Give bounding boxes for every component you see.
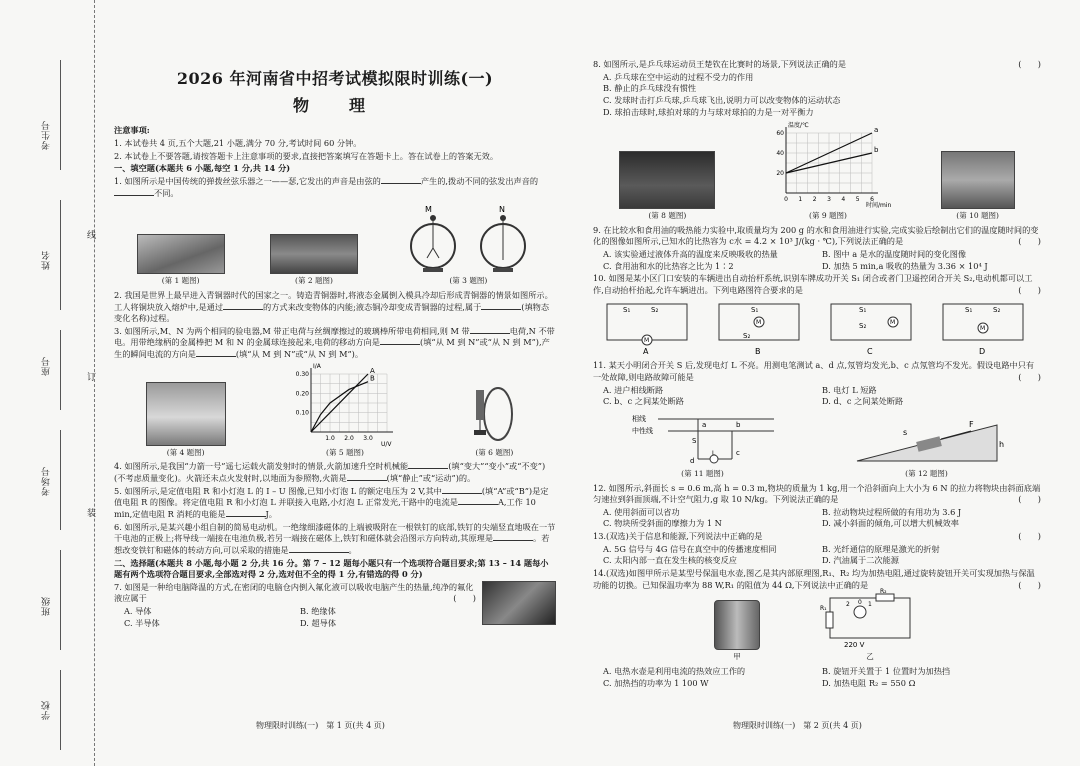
q7-option-b: B. 绝缘体 xyxy=(300,606,336,617)
incline-diagram xyxy=(847,411,1007,467)
subject-title: 物 理 xyxy=(292,95,377,115)
x-axis-label: 时间/min xyxy=(865,202,892,210)
q6-text-c: 。 xyxy=(348,544,357,555)
x-tick-label: 3 xyxy=(827,196,831,204)
point-d: d xyxy=(689,456,694,465)
circuit-d-s1: S₁ xyxy=(965,305,973,314)
force-label: F xyxy=(968,419,974,429)
cut-char-order: 订 xyxy=(85,372,95,381)
figure-8-caption: (第 8 题图) xyxy=(648,211,687,221)
figure-10-caption: (第 10 题图) xyxy=(956,211,999,221)
y-tick-label: 0.10 xyxy=(295,409,309,417)
q2-text-c: (填物态变化名称)过程。 xyxy=(114,301,550,324)
figure-14-kettle xyxy=(714,600,760,663)
figure-6 xyxy=(464,382,524,459)
circuit-options-diagram xyxy=(593,298,1041,356)
figure-3-caption: (第 3 题图) xyxy=(449,276,488,286)
name-label: 姓名 xyxy=(42,250,52,270)
figure-4 xyxy=(146,382,226,459)
y-tick-label: 60 xyxy=(776,130,784,138)
answer-paren: ( ) xyxy=(1018,236,1041,247)
school-line xyxy=(60,670,61,750)
parking-gate-photo xyxy=(941,151,1015,209)
temperature-time-chart xyxy=(768,121,892,210)
household-circuit-diagram xyxy=(628,411,778,467)
circuit-c-s2: S₂ xyxy=(859,321,867,330)
series-label-B: B xyxy=(369,374,375,383)
figure-14-caption-a: 甲 xyxy=(733,652,741,662)
exam-no-line xyxy=(60,60,61,170)
class-label: 班级 xyxy=(42,596,52,616)
answer-blank xyxy=(408,461,448,469)
x-tick-label: 6 xyxy=(870,196,874,204)
question-9 xyxy=(593,225,1041,248)
part1-heading: 一、填空题(本题共 6 小题,每空 1 分,共 14 分) xyxy=(114,163,291,174)
figure-1 xyxy=(137,234,225,287)
zither-photo xyxy=(137,234,225,274)
computer-cooling-photo xyxy=(482,581,556,625)
iu-chart xyxy=(289,364,401,446)
answer-paren: ( ) xyxy=(1018,494,1041,505)
question-6 xyxy=(114,522,556,557)
notes-heading: 注意事项: xyxy=(114,125,150,136)
cut-char-line: 线 xyxy=(85,230,95,239)
q13-text: 13.(双选)关于信息和能源,下列说法中正确的是 xyxy=(593,531,763,542)
name-line xyxy=(60,200,61,310)
point-a: a xyxy=(701,420,706,429)
figures-11-12 xyxy=(593,411,1041,480)
q14-option-a: A. 电热水壶是利用电流的热效应工作的 xyxy=(603,665,746,676)
q6-text: 6. 如图所示,是某兴趣小组自制的简易电动机。一绝缘细漆磁体的上端被吸附在一根铁钉的底部,铁钉的尖端竖直地吸在一节干电池的正极上;将导线一端接在电池负极,若另一端接在磁体上,铁钉和磁体就会沿图示方向转动,其原理是 xyxy=(114,521,556,544)
q9-option-b: B. 图中 a 是水的温度随时间的变化图像 xyxy=(822,249,967,260)
q8-option-d: D. 球拍击球时,球拍对球的力与球对球拍的力是一对平衡力 xyxy=(603,106,814,117)
rocket-launch-photo xyxy=(146,382,226,446)
figure-12-caption: (第 12 题图) xyxy=(905,468,948,478)
circuit-b-label: B xyxy=(755,346,761,356)
q9-option-c: C. 食用油和水的比热容之比为 1∶2 xyxy=(603,260,734,271)
q5-text-b: (填“A”或“B”)是定值电阻 R 的图像。将定值电阻 R 和小灯泡 L 并联接入电路,小灯泡 L 正常发光,干路中的电流是 xyxy=(114,485,549,508)
question-8 xyxy=(593,59,1041,71)
electroscopes-diagram xyxy=(403,202,533,274)
q12-options xyxy=(593,507,1041,530)
q8-option-a: A. 乒乓球在空中运动的过程不受力的作用 xyxy=(603,71,754,82)
q13-option-a: A. 5G 信号与 4G 信号在真空中的传播速度相同 xyxy=(603,543,777,554)
part2-heading: 二、选择题(本题共 8 小题,每小题 2 分,共 16 分。第 7 – 12 题每小题只有一个选项符合题目要求;第 13 – 14 题每小题有两个选项符合题目要求,全部选对得 2 分,选对但不全的得 1 分,有错选的得 0 分) xyxy=(114,557,549,580)
magnet-shape xyxy=(474,430,486,435)
q5-text-c: A,工作 10 min,定值电阻 R 消耗的电能是 xyxy=(114,497,536,519)
circuit-c-label: C xyxy=(867,346,873,356)
y-tick-label: 40 xyxy=(776,150,784,158)
q3-text-b: 电荷,N 不带电。用带绝缘柄的金属棒把 M 和 N 的金属球连接起来,电荷的移动方向是 xyxy=(114,325,555,348)
q7-option-a: A. 导体 xyxy=(124,606,152,617)
answer-blank xyxy=(493,533,533,541)
q3-text-d: (填“从 M 到 N”或“从 N 到 M”)。 xyxy=(235,349,364,360)
circuit-c-s1: S₁ xyxy=(859,305,867,314)
answer-paren: ( ) xyxy=(1018,371,1041,382)
answer-blank xyxy=(458,497,498,505)
figure-9 xyxy=(768,121,892,222)
q8-option-b: B. 静止的乒乓球没有惯性 xyxy=(603,83,697,94)
q6-text-b: 。若想改变铁钉和磁体的转动方向,可以采取的措施是 xyxy=(114,533,550,555)
x-tick-label: 3.0 xyxy=(363,434,373,442)
q9-options xyxy=(593,249,1041,272)
circuit-c xyxy=(831,304,911,356)
question-13 xyxy=(593,531,1041,543)
x-tick-label: 1.0 xyxy=(325,434,335,442)
neutral-wire-label: 中性线 xyxy=(631,426,653,435)
x-tick-label: 2 xyxy=(812,196,817,204)
height-label: h xyxy=(998,439,1004,449)
circuit-b-s2: S₂ xyxy=(743,331,751,340)
page-two xyxy=(593,58,1041,689)
label-m: M xyxy=(425,205,433,215)
q3-text: 3. 如图所示,M、N 为两个相同的验电器,M 带正电荷与丝绸摩擦过的玻璃棒所带电荷相同,则 M 带 xyxy=(114,325,470,336)
question-4 xyxy=(114,461,556,484)
y-tick-label: 0.30 xyxy=(295,370,309,378)
q1-text-b: 产生的,拨动不同的弦发出声音的 xyxy=(420,176,539,186)
figure-12 xyxy=(847,411,1007,480)
battery-shape xyxy=(476,390,484,420)
question-1 xyxy=(114,176,556,199)
circuit-a-label: A xyxy=(643,346,649,356)
q2-text-b: 的方式来改变物体的内能;液态铜冷却变成青铜器的过程,属于 xyxy=(263,301,482,312)
q4-text: 4. 如图所示,是我国“力箭一号”遥七运载火箭发射时的情景,火箭加速升空时机械能 xyxy=(114,461,409,472)
question-14 xyxy=(593,568,1041,591)
figure-1-caption: (第 1 题图) xyxy=(161,276,200,286)
y-axis-label: 温度/℃ xyxy=(787,122,809,130)
answer-blank xyxy=(114,188,154,196)
q11-text: 11. 某天小明闭合开关 S 后,发现电灯 L 不亮。用测电笔测试 a、d 点,氖管均发光,b、c 点氖管均不发光。假设电路中只有一处故障,则电路故障可能是 xyxy=(593,360,1035,382)
q11-options xyxy=(593,385,1041,408)
q14-option-c: C. 加热挡的功率为 1 100 W xyxy=(603,677,709,688)
seat-label: 座号 xyxy=(42,356,52,376)
live-wire-label: 相线 xyxy=(631,414,646,423)
figure-11 xyxy=(628,411,778,480)
figure-5-caption: (第 5 题图) xyxy=(326,447,364,457)
q14-text: 14.(双选)如图甲所示是某型号保温电水壶,图乙是其内部原理图,R₁、R₂ 均为加热电阻,通过旋转旋钮开关可实现加热与保温功能的切换。已知保温功率为 88 W,R₁ 的阻值为 44 Ω,下列说法中正确的是 xyxy=(593,568,1035,590)
pos-1: 1 xyxy=(868,601,872,609)
kettle-circuit-diagram xyxy=(820,588,920,650)
room-line xyxy=(60,430,61,530)
circuit-a xyxy=(607,304,687,356)
q7-option-d: D. 超导体 xyxy=(300,617,337,628)
figure-14-caption-b: 乙 xyxy=(866,652,874,662)
lamp-label: L xyxy=(711,449,715,457)
figure-4-caption: (第 4 题图) xyxy=(166,447,205,457)
q11-option-d: D. d、c 之间某处断路 xyxy=(822,396,904,407)
q13-option-d: D. 汽油属于二次能源 xyxy=(822,555,899,566)
answer-blank xyxy=(481,302,521,310)
table-tennis-photo xyxy=(619,151,715,209)
answer-blank xyxy=(381,176,421,184)
x-tick-label: 0 xyxy=(784,196,788,204)
q3-text-c: (填“从 M 到 N”或“从 N 到 M”),产生的瞬间电流的方向是 xyxy=(114,337,550,360)
answer-blank xyxy=(226,509,266,517)
circuit-d xyxy=(943,304,1023,356)
figure-2 xyxy=(270,234,358,287)
q1-text-c: 不同。 xyxy=(154,187,179,198)
seat-line xyxy=(60,330,61,410)
q5-text-d: J。 xyxy=(265,508,277,519)
figure-8 xyxy=(619,151,715,222)
q11-option-c: C. b、c 之间某处断路 xyxy=(603,396,684,407)
q11-option-a: A. 进户相线断路 xyxy=(603,384,664,395)
question-11 xyxy=(593,360,1041,383)
figure-11-caption: (第 11 题图) xyxy=(681,468,724,478)
q13-option-b: B. 光纤通信的原理是激光的折射 xyxy=(822,543,940,554)
answer-blank xyxy=(380,337,420,345)
figure-14 xyxy=(593,588,1041,663)
q8-text: 8. 如图所示,是乒乓球运动员王楚钦在比赛时的场景,下列说法正确的是 xyxy=(593,59,847,69)
figure-9-caption: (第 9 题图) xyxy=(809,211,847,221)
note-2: 2. 本试卷上不要答题,请按答题卡上注意事项的要求,直接把答案填写在答题卡上。答在试卷上的答案无效。 xyxy=(114,150,499,161)
homopolar-motor-diagram xyxy=(464,382,524,446)
answer-blank xyxy=(442,486,482,494)
figure-3 xyxy=(403,202,533,287)
answer-paren: ( ) xyxy=(1018,579,1041,590)
q9-option-a: A. 该实验通过液体升高的温度来反映吸收的热量 xyxy=(603,249,778,260)
x-tick-label: 5 xyxy=(855,196,860,204)
circuit-c-motor: M xyxy=(890,318,896,326)
figure-5 xyxy=(289,364,401,459)
question-2 xyxy=(114,290,556,325)
answer-blank xyxy=(347,473,387,481)
q11-option-b: B. 电灯 L 短路 xyxy=(822,384,877,395)
pos-0: 0 xyxy=(858,599,862,607)
q12-option-a: A. 使用斜面可以省功 xyxy=(603,506,680,517)
answer-blank xyxy=(289,545,349,553)
kettle-photo xyxy=(714,600,760,650)
circuit-d-s2: S₂ xyxy=(993,305,1001,314)
q2-text: 2. 我国是世界上最早进入青铜器时代的国家之一。铸造青铜器时,将液态金属倒入模具冷却后形成青铜器的情景如图所示。工人将铜块放入熔炉中,是通过 xyxy=(114,289,553,312)
figures-4-6 xyxy=(114,364,556,459)
answer-paren: ( ) xyxy=(1018,285,1041,296)
switch-label: S xyxy=(691,436,696,445)
q9-option-d: D. 加热 5 min,a 吸收的热量为 3.36 × 10⁴ J xyxy=(822,260,988,271)
x-axis-label: U/V xyxy=(380,440,392,448)
y-axis-label: I/A xyxy=(312,362,321,370)
q12-option-b: B. 拉动物块过程所做的有用功为 3.6 J xyxy=(822,506,962,517)
q14-options xyxy=(593,666,1041,689)
school-label: 学校 xyxy=(42,700,52,720)
exam-no-label: 考生号 xyxy=(42,120,52,150)
question-10 xyxy=(593,273,1041,296)
class-line xyxy=(60,550,61,650)
x-tick-label: 2.0 xyxy=(344,434,354,442)
q12-option-d: D. 减小斜面的倾角,可以增大机械效率 xyxy=(822,518,959,529)
y-tick-label: 20 xyxy=(776,170,784,178)
answer-paren: ( ) xyxy=(1018,59,1041,69)
question-3 xyxy=(114,326,556,361)
bronze-casting-photo xyxy=(270,234,358,274)
question-5 xyxy=(114,486,556,521)
q7-text: 7. 如图是一种给电脑降温的方式,在密闭的电脑仓内倒入氟化液可以吸收电脑产生的热量,纯净的氟化液应属于 xyxy=(114,581,474,604)
q13-option-c: C. 太阳内部一直在发生核的核变反应 xyxy=(603,555,737,566)
q7-options xyxy=(114,606,476,629)
figures-8-10 xyxy=(593,121,1041,222)
series-label-A: A xyxy=(369,366,375,375)
q14-option-d: D. 加热电阻 R₂ = 550 Ω xyxy=(822,677,916,688)
exam-title: 2026 年河南省中招考试模拟限时训练(一) xyxy=(176,69,494,88)
room-label: 考场号 xyxy=(42,466,52,496)
circuit-b-motor: M xyxy=(756,318,762,326)
series-label-b: b xyxy=(873,146,879,155)
figure-14-circuit xyxy=(820,588,920,663)
q10-text: 10. 如图是某小区门口安装的车辆进出自动抬杆系统,识别车牌成功开关 S₁ 闭合或者门卫遥控闭合开关 S₂,电动机都可以工作,自动抬杆抬起,允许车辆进出。下列电路图符合要求的是 xyxy=(593,273,1033,296)
x-tick-label: 4 xyxy=(841,196,846,204)
voltage-label: 220 V xyxy=(844,641,865,650)
question-7 xyxy=(114,582,476,605)
q9-text: 9. 在比较水和食用油的吸热能力实验中,取质量均为 200 g 的水和食用油进行实验,完成实验后绘制出它们的温度随时间的变化的图像如图所示,已知水的比热容为 c水 = 4.2 × 10³ J/(kg · ℃),下列说法正确的是 xyxy=(593,224,1039,247)
answer-blank xyxy=(223,302,263,310)
answer-paren: ( ) xyxy=(1018,531,1041,542)
knob-switch xyxy=(854,606,866,618)
answer-paren: ( ) xyxy=(453,593,476,604)
answer-blank xyxy=(196,349,236,357)
q4-text-c: (填“静止”或“运动”)的。 xyxy=(386,473,476,484)
figures-1-3 xyxy=(114,202,556,287)
q5-text: 5. 如图所示,是定值电阻 R 和小灯泡 L 的 I – U 图像,已知小灯泡 L 的额定电压为 2 V,其中 xyxy=(114,485,442,496)
circuit-d-label: D xyxy=(979,346,986,356)
q7-option-c: C. 半导体 xyxy=(124,617,160,628)
figure-6-caption: (第 6 题图) xyxy=(475,447,514,457)
y-tick-label: 0.20 xyxy=(295,390,309,398)
footer-page-1: 物理限时训练(一) 第 1 页(共 4 页) xyxy=(256,721,385,730)
circuit-a-motor: M xyxy=(644,336,650,344)
series-label-a: a xyxy=(873,126,879,135)
r2-label: R₂ xyxy=(880,588,887,596)
question-7-block xyxy=(114,581,556,630)
q1-text: 1. 如图所示是中国传统的弹拨丝弦乐器之一——瑟,它发出的声音是由弦的 xyxy=(114,176,381,186)
cut-char-bind: 装 xyxy=(85,508,95,517)
q14-option-b: B. 旋钮开关置于 1 位置时为加热挡 xyxy=(822,665,951,676)
q8-option-c: C. 发球时击打乒乓球,乒乓球飞出,说明力可以改变物体的运动状态 xyxy=(603,94,841,105)
circuit-a-s1: S₁ xyxy=(623,305,631,314)
circuit-a-s2: S₂ xyxy=(651,305,659,314)
q12-text: 12. 如图所示,斜面长 s = 0.6 m,高 h = 0.3 m,物块的质量为 1 kg,用一个沿斜面向上大小为 6 N 的拉力将物块由斜面底端匀速拉到斜面顶端,不计空气阻力,g 取 10 N/kg。下列说法正确的是 xyxy=(593,482,1041,505)
resistor-r2 xyxy=(876,594,894,601)
pos-2: 2 xyxy=(846,601,850,609)
length-label: s xyxy=(902,427,907,437)
resistor-r1 xyxy=(826,612,833,628)
q13-options xyxy=(593,544,1041,567)
question-12 xyxy=(593,483,1041,506)
q4-text-b: (填“变大”“变小”或“不变”)(不考虑质量变化)。火箭还未点火发射时,以地面为参照物,火箭是 xyxy=(114,461,546,484)
point-c: c xyxy=(735,448,740,457)
circuit-b xyxy=(719,304,799,356)
binding-strip xyxy=(0,0,95,766)
circuit-b-s1: S₁ xyxy=(751,305,759,314)
q12-option-c: C. 物块所受斜面的摩擦力为 1 N xyxy=(603,518,722,529)
note-1: 1. 本试卷共 4 页,五个大题,21 小题,满分 70 分,考试时间 60 分钟。 xyxy=(114,138,362,149)
footer-page-2: 物理限时训练(一) 第 2 页(共 4 页) xyxy=(733,721,862,730)
page-one xyxy=(114,62,556,629)
x-tick-label: 1 xyxy=(798,196,803,204)
figure-10 xyxy=(941,151,1015,222)
circuit-d-motor: M xyxy=(980,324,986,332)
figure-2-caption: (第 2 题图) xyxy=(295,276,333,286)
q8-options xyxy=(593,72,1041,119)
answer-blank xyxy=(470,326,510,334)
label-n: N xyxy=(499,205,506,215)
r1-label: R₁ xyxy=(820,605,827,613)
point-b: b xyxy=(735,420,740,429)
